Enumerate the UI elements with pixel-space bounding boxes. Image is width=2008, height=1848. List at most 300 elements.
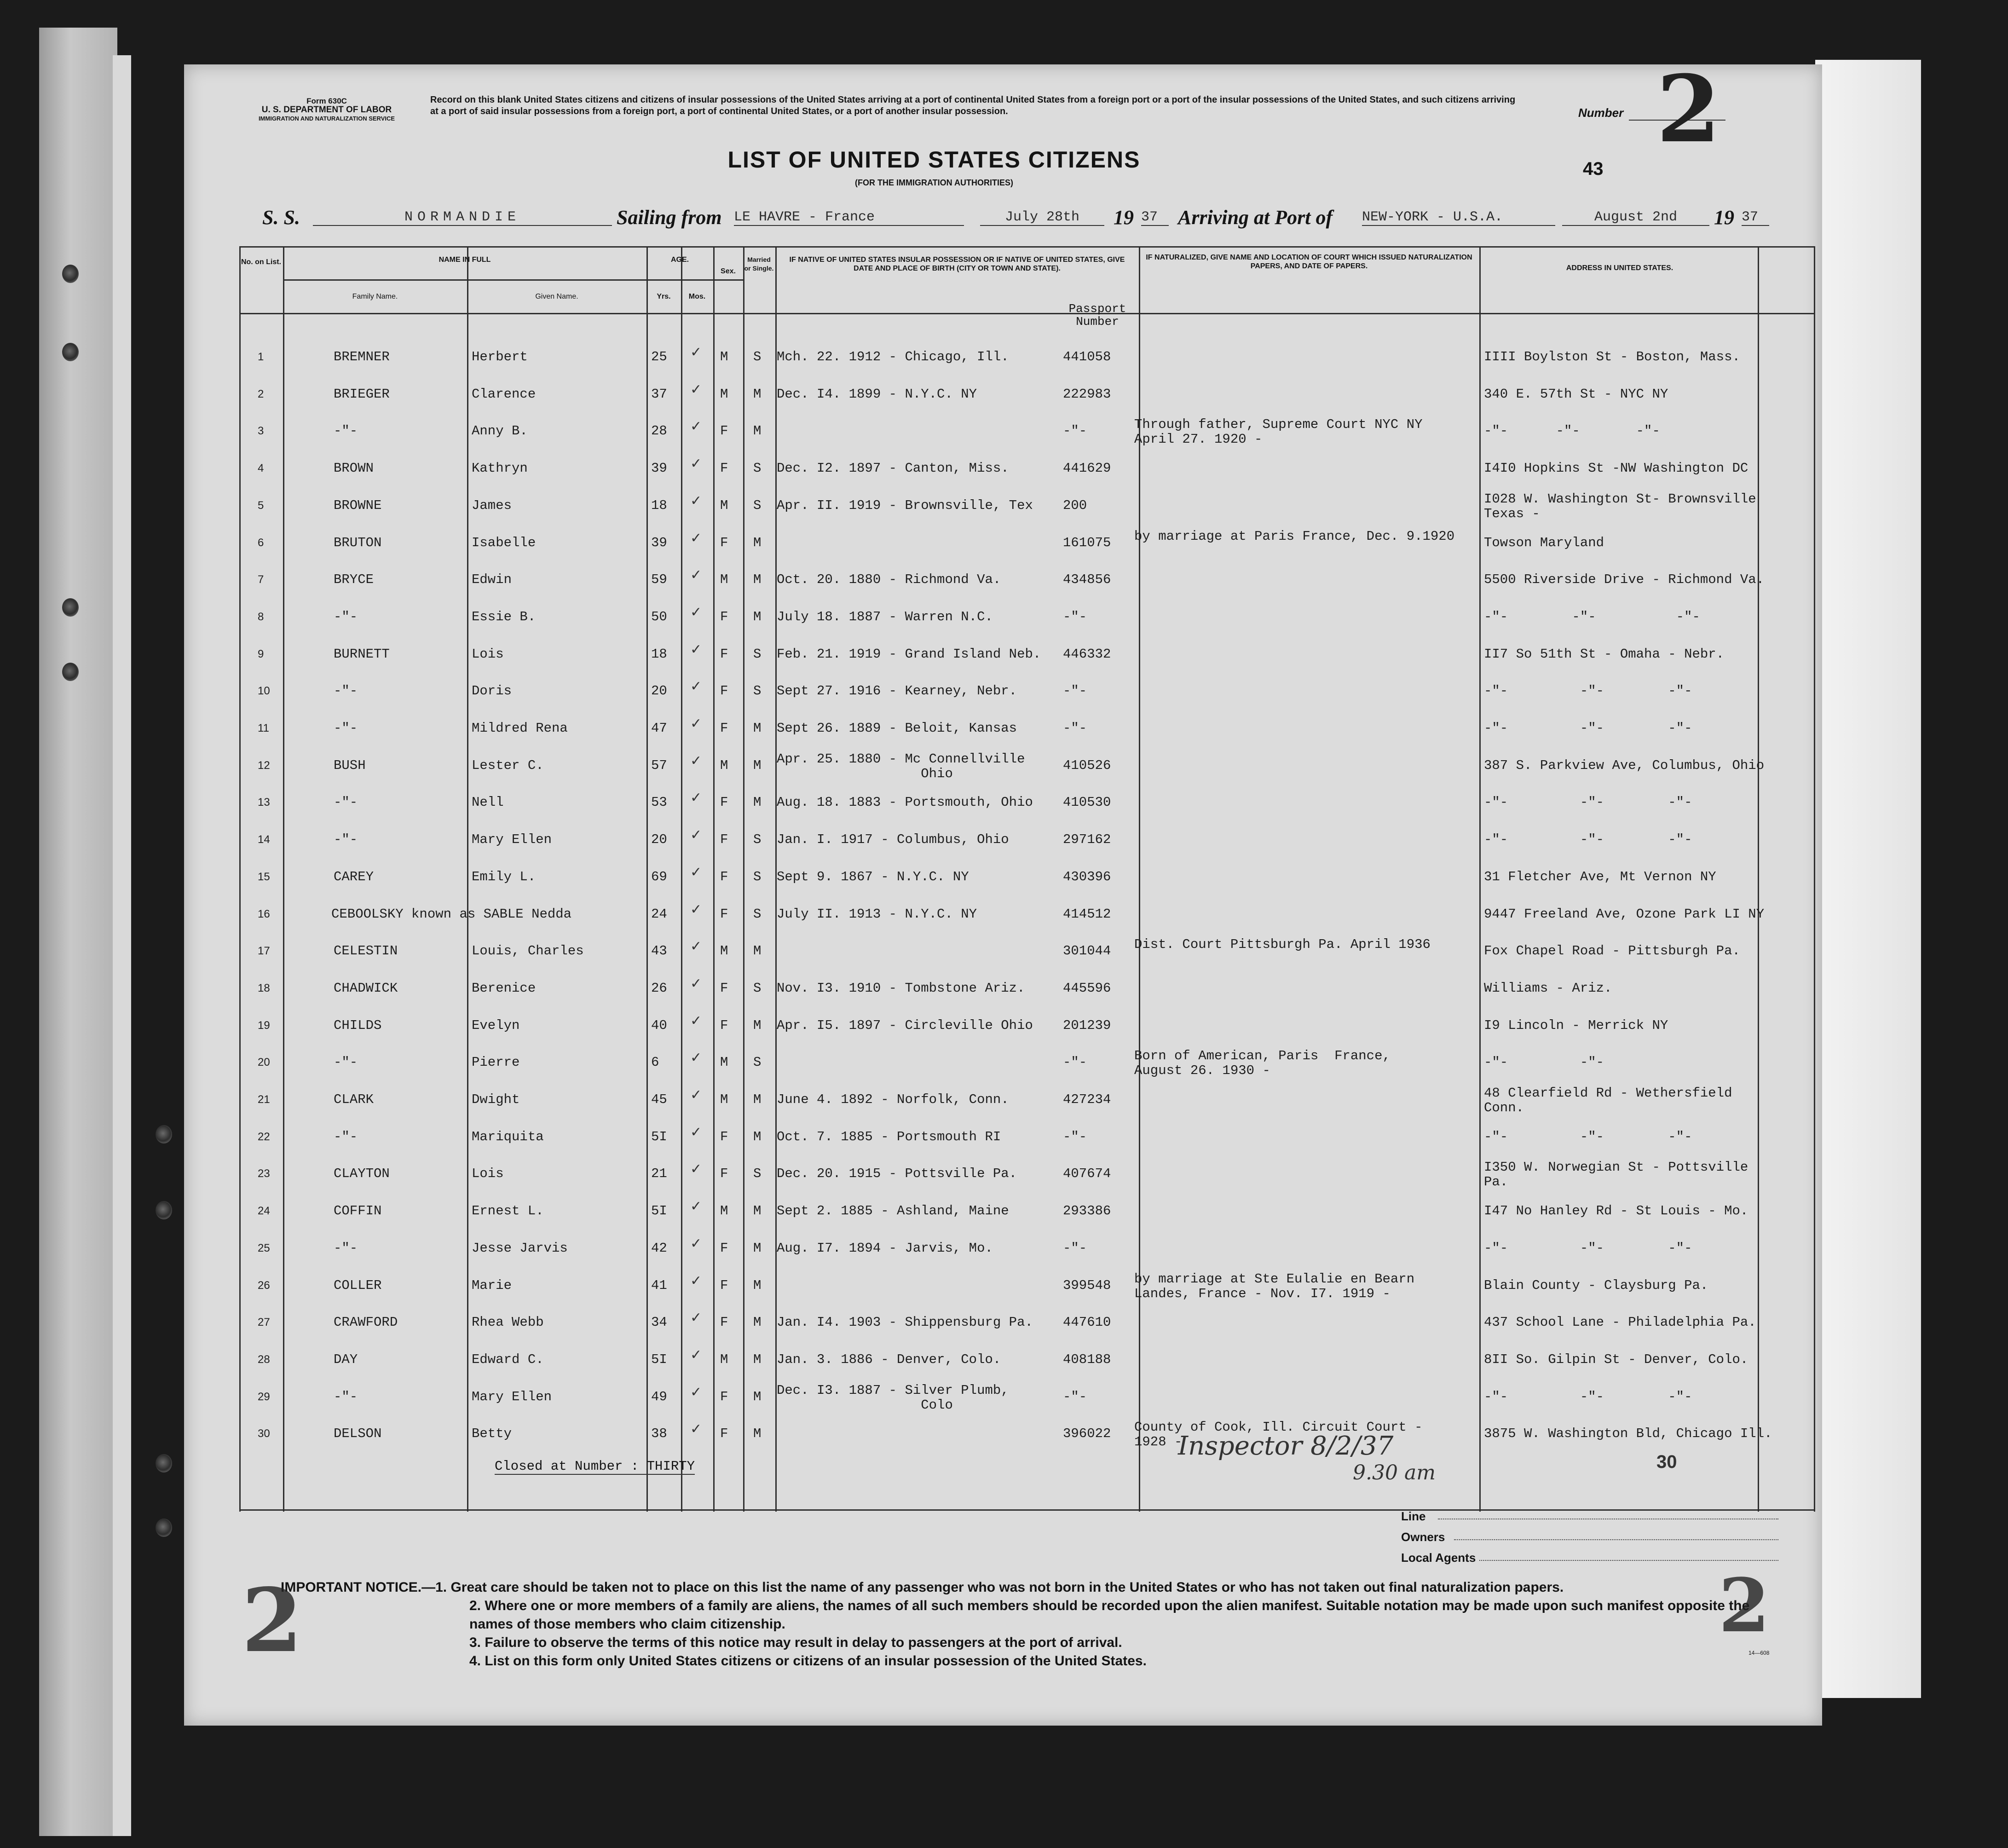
punch-hole [62,343,79,361]
given-name: Mildred Rena [472,721,568,736]
table-rule [283,279,743,281]
family-name: DAY [334,1351,358,1367]
checkmark-icon: ✓ [690,1310,702,1326]
form-identity [239,97,414,123]
us-address: -"- -"- -"- [1484,609,1700,624]
given-name: Isabelle [472,535,536,550]
birth-info: July II. 1913 - N.Y.C. NY [777,906,977,922]
birth-info: Sept 26. 1889 - Beloit, Kansas [777,721,1017,736]
ss-label: S. S. [262,206,300,229]
family-name: CLARK [334,1092,374,1107]
form-instructions: Record on this blank United States citizens and citizens of insular possessions of the United States arriving at a port of continental United States from a foreign port or a port of the insular possessions of the United States, and such citizens arriving at a port of said insular possessions from a foreign port, a port of continental United States, or a port of another insular possession. [430,95,1516,116]
family-name: CRAWFORD [334,1315,398,1330]
row-number: 28 [258,1353,270,1366]
checkmark-icon: ✓ [690,1013,702,1028]
checkmark-icon: ✓ [690,419,702,434]
marital-status: S [753,349,762,364]
given-name: Kathryn [472,461,528,476]
passport-number: 410526 [1063,757,1111,773]
family-name: -"- [334,1389,358,1404]
marital-status: M [753,1315,762,1330]
checkmark-icon: ✓ [690,1384,702,1400]
passport-number: 201239 [1063,1017,1111,1033]
family-name: BRYCE [334,572,374,588]
family-name: -"- [334,1240,358,1256]
family-name: DELSON [334,1426,382,1442]
sex: M [720,386,728,402]
given-name: Clarence [472,386,536,402]
passport-number: 396022 [1063,1426,1111,1442]
passport-number: 414512 [1063,906,1111,922]
us-address: 8II So. Gilpin St - Denver, Colo. [1484,1351,1748,1367]
number-label: Number [1578,106,1624,120]
us-address: IIII Boylston St - Boston, Mass. [1484,349,1740,364]
marital-status: M [753,572,762,588]
passport-number: 447610 [1063,1315,1111,1330]
passport-number: 222983 [1063,386,1111,402]
col-header-naturalized: IF NATURALIZED, GIVE NAME AND LOCATION OF COURT WHICH ISSUED NATURALIZATION PAPERS, AND DATE OF PAPERS. [1146,254,1472,270]
checkmark-icon: ✓ [690,567,702,583]
us-address: -"- -"- -"- [1484,1240,1692,1256]
marital-status: M [753,423,762,439]
age-years: 37 [651,386,667,402]
marital-status: M [753,1277,762,1293]
table-rule [1814,246,1815,1512]
age-years: 28 [651,423,667,439]
us-address: Fox Chapel Road - Pittsburgh Pa. [1484,943,1740,959]
us-address: II7 So 51th St - Omaha - Nebr. [1484,646,1725,662]
checkmark-icon: ✓ [690,1124,702,1140]
row-number: 30 [258,1427,270,1440]
given-name: Mary Ellen [472,1389,552,1404]
birth-info: July 18. 1887 - Warren N.C. [777,609,993,624]
sex: F [720,721,728,736]
row-number: 26 [258,1279,270,1292]
passport-number: 293386 [1063,1203,1111,1219]
checkmark-icon: ✓ [690,456,702,472]
given-name: Berenice [472,980,536,996]
given-name: Anny B. [472,423,528,439]
row-number: 9 [258,647,264,660]
row-number: 21 [258,1093,270,1106]
form-number: Form 630C [306,97,347,105]
given-name: Edwin [472,572,512,588]
age-years: 45 [651,1092,667,1107]
naturalization-info: Born of American, Paris France, August 26. 1930 - [1134,1048,1391,1079]
passport-number: 441629 [1063,461,1111,476]
row-number: 16 [258,907,270,920]
passport-number: 301044 [1063,943,1111,959]
table-rule [239,313,1815,314]
year-prefix-2: 19 [1714,206,1734,229]
passport-number: 408188 [1063,1351,1111,1367]
birth-info: Apr. 25. 1880 - Mc Connellville Ohio [777,751,1025,781]
birth-info: Feb. 21. 1919 - Grand Island Neb. [777,646,1041,662]
departure-year: 37 [1141,209,1169,226]
checkmark-icon: ✓ [690,1273,702,1288]
passport-number: 161075 [1063,535,1111,550]
age-years: 57 [651,757,667,773]
notice-1-text: —1. Great care should be taken not to place on this list the name of any passenger who was not born in the United States or who has not taken out final naturalization papers. [421,1580,1564,1595]
passport-number: 434856 [1063,572,1111,588]
sex: M [720,572,728,588]
given-name: James [472,497,512,513]
given-name: Edward C. [472,1351,544,1367]
sex: M [720,1203,728,1219]
checkmark-icon: ✓ [690,1050,702,1066]
table-rule [1758,246,1759,1512]
sex: F [720,423,728,439]
age-years: 20 [651,683,667,699]
punch-hole [156,1125,172,1143]
given-name: Ernest L. [472,1203,544,1219]
passport-number: -"- [1063,1389,1087,1404]
arrival-date: August 2nd [1562,209,1709,226]
family-name: BROWN [334,461,374,476]
table-rule [713,246,715,1512]
passport-number: -"- [1063,1055,1087,1070]
family-name: CHADWICK [334,980,398,996]
row-number: 15 [258,870,270,883]
us-address: 5500 Riverside Drive - Richmond Va. [1484,572,1765,588]
us-address: 9447 Freeland Ave, Ozone Park LI NY [1484,906,1765,922]
right-paper-strip [1815,60,1921,1698]
table-rule [239,1509,1815,1511]
birth-info: Sept 2. 1885 - Ashland, Maine [777,1203,1009,1219]
marital-status: M [753,795,762,810]
ship-name: NORMANDIE [313,209,612,226]
sex: F [720,461,728,476]
naturalization-info: by marriage at Paris France, Dec. 9.1920 [1134,528,1455,544]
sex: M [720,349,728,364]
checkmark-icon: ✓ [690,1199,702,1214]
given-name: Nell [472,795,504,810]
passport-number: -"- [1063,423,1087,439]
line-label: Line [1401,1509,1426,1523]
family-name: CEBOOLSKY known as SABLE Nedda [331,906,572,922]
row-number: 22 [258,1130,270,1143]
col-header-birth: IF NATIVE OF UNITED STATES INSULAR POSSESSION OR IF NATIVE OF UNITED STATES, GIVE DATE AND PLACE OF BIRTH (CITY OR TOWN AND STATE). [789,256,1125,272]
marital-status: M [753,1092,762,1107]
col-header-address-label: ADDRESS IN UNITED STATES. [1566,264,1673,272]
us-address: I47 No Hanley Rd - St Louis - Mo. [1484,1203,1748,1219]
checkmark-icon: ✓ [690,716,702,731]
age-years: 47 [651,721,667,736]
birth-info: Apr. I5. 1897 - Circleville Ohio [777,1017,1033,1033]
checkmark-icon: ✓ [690,1087,702,1103]
passport-number: 399548 [1063,1277,1111,1293]
marital-status: S [753,497,762,513]
family-name: -"- [334,683,358,699]
checkmark-icon: ✓ [690,679,702,694]
passport-number: -"- [1063,721,1087,736]
given-name: Dwight [472,1092,520,1107]
row-number: 23 [258,1167,270,1180]
inspector-signature: Inspector 8/2/37 [1178,1431,1394,1461]
age-years: 18 [651,497,667,513]
print-code: 14—608 [1748,1650,1770,1656]
family-name: -"- [334,1055,358,1070]
given-name: Betty [472,1426,512,1442]
age-years: 50 [651,609,667,624]
marital-status: M [753,1351,762,1367]
family-name: BRIEGER [334,386,390,402]
checkmark-icon: ✓ [690,345,702,360]
birth-info: Aug. 18. 1883 - Portsmouth, Ohio [777,795,1033,810]
marital-status: M [753,1426,762,1442]
punch-hole [156,1201,172,1219]
birth-info: Dec. 20. 1915 - Pottsville Pa. [777,1166,1017,1182]
birth-info: Dec. I4. 1899 - N.Y.C. NY [777,386,977,402]
age-years: 5I [651,1129,667,1144]
marital-status: M [753,609,762,624]
marital-status: M [753,1129,762,1144]
birth-info: Dec. I2. 1897 - Canton, Miss. [777,461,1009,476]
given-name: Mariquita [472,1129,544,1144]
sex: F [720,535,728,550]
checkmark-icon: ✓ [690,901,702,917]
checkmark-icon: ✓ [690,1347,702,1363]
sex: M [720,1055,728,1070]
us-address: 437 School Lane - Philadelphia Pa. [1484,1315,1756,1330]
checkmark-icon: ✓ [690,939,702,954]
passport-number: 410530 [1063,795,1111,810]
punch-hole [156,1454,172,1473]
sex: F [720,980,728,996]
table-rule [681,246,682,1512]
us-address: -"- -"- [1484,1055,1604,1070]
sex: F [720,1389,728,1404]
family-name: CHILDS [334,1017,382,1033]
owners-field [1454,1539,1778,1540]
marital-status: M [753,1240,762,1256]
corner-number-left: 2 [242,1569,303,1672]
marital-status: M [753,1389,762,1404]
us-address: -"- -"- -"- [1484,795,1692,810]
col-header-passport: Passport Number [1068,302,1126,329]
sex: F [720,1240,728,1256]
age-years: 5I [651,1351,667,1367]
passport-number: -"- [1063,1129,1087,1144]
inspector-time: 9.30 am [1353,1461,1436,1484]
sex: M [720,1092,728,1107]
us-address: I028 W. Washington St- Brownsville Texas - [1484,491,1756,521]
us-address: -"- -"- -"- [1484,832,1692,848]
sex: M [720,1351,728,1367]
row-number: 24 [258,1205,270,1218]
age-years: 39 [651,461,667,476]
family-name: -"- [334,721,358,736]
col-header-family: Family Name. [352,293,398,300]
agents-field [1479,1560,1778,1561]
row-number: 5 [258,499,264,512]
checkmark-icon: ✓ [690,493,702,508]
birth-info: Jan. 3. 1886 - Denver, Colo. [777,1351,1001,1367]
col-header-months: Mos. [688,293,706,300]
table-rule [467,246,468,1512]
birth-info: Jan. I. 1917 - Columbus, Ohio [777,832,1009,848]
checkmark-icon: ✓ [690,790,702,806]
birth-info: Mch. 22. 1912 - Chicago, Ill. [777,349,1009,364]
age-years: 59 [651,572,667,588]
birth-info: June 4. 1892 - Norfolk, Conn. [777,1092,1009,1107]
checkmark-icon: ✓ [690,530,702,546]
given-name: Lois [472,1166,504,1182]
marital-status: M [753,721,762,736]
passport-number: 427234 [1063,1092,1111,1107]
age-years: 6 [651,1055,659,1070]
birth-info: Sept 9. 1867 - N.Y.C. NY [777,869,969,884]
us-address: Williams - Ariz. [1484,980,1612,996]
family-name: -"- [334,795,358,810]
birth-info: Dec. I3. 1887 - Silver Plumb, Colo [777,1382,1009,1413]
given-name: Doris [472,683,512,699]
given-name: Pierre [472,1055,520,1070]
table-rule [743,246,744,1512]
age-years: 40 [651,1017,667,1033]
marital-status: S [753,683,762,699]
table-rule [239,246,241,1512]
col-header-sex: Sex. [721,267,736,275]
family-name: BREMNER [334,349,390,364]
given-name: Herbert [472,349,528,364]
us-address: 3875 W. Washington Bld, Chicago Ill. [1484,1426,1772,1442]
important-notice [281,1578,1785,1670]
sex: F [720,1426,728,1442]
row-number: 17 [258,945,270,958]
marital-status: M [753,1203,762,1219]
given-name: Rhea Webb [472,1315,544,1330]
age-years: 18 [651,646,667,662]
family-name: COFFIN [334,1203,382,1219]
punch-hole [156,1519,172,1537]
age-years: 69 [651,869,667,884]
us-address: Towson Maryland [1484,535,1604,550]
birth-info: Jan. I4. 1903 - Shippensburg Pa. [777,1315,1033,1330]
row-number: 14 [258,833,270,846]
row-number: 10 [258,685,270,698]
notice-2-text: 2. Where one or more members of a family are aliens, the names of all such members should be recorded upon the alien manifest. Suitable notation may be made upon such manifest opposite the names of those members who claim citizenship. [469,1598,1750,1632]
us-address: 31 Fletcher Ave, Mt Vernon NY [1484,869,1716,884]
sex: F [720,1277,728,1293]
given-name: Evelyn [472,1017,520,1033]
marital-status: M [753,943,762,959]
marital-status: M [753,757,762,773]
sex: F [720,1017,728,1033]
sex: F [720,683,728,699]
age-years: 24 [651,906,667,922]
marital-status: M [753,1017,762,1033]
marital-status: S [753,646,762,662]
list-number: 2 [1656,55,1721,163]
binder-backing [39,28,117,1836]
owners-label: Owners [1401,1530,1445,1544]
marital-status: S [753,980,762,996]
row-number: 8 [258,610,264,623]
notice-3-text: 3. Failure to observe the terms of this notice may result in delay to passengers at the port of arrival. [469,1635,1122,1650]
col-header-given: Given Name. [535,293,578,300]
sailing-label: Sailing from [617,206,722,229]
age-years: 34 [651,1315,667,1330]
row-number: 1 [258,351,264,363]
birth-info: Oct. 7. 1885 - Portsmouth RI [777,1129,1001,1144]
passport-number: 446332 [1063,646,1111,662]
row-number: 6 [258,536,264,549]
us-address: 387 S. Parkview Ave, Columbus, Ohio [1484,757,1765,773]
birth-info: Nov. I3. 1910 - Tombstone Ariz. [777,980,1025,996]
row-number: 20 [258,1056,270,1069]
row-number: 29 [258,1390,270,1403]
us-address: Blain County - Claysburg Pa. [1484,1277,1708,1293]
checkmark-icon: ✓ [690,1421,702,1437]
marital-status: M [753,386,762,402]
age-years: 26 [651,980,667,996]
checkmark-icon: ✓ [690,1161,702,1177]
arrival-year: 37 [1742,209,1769,226]
departure-date: July 28th [980,209,1104,226]
birth-info: Sept 27. 1916 - Kearney, Nebr. [777,683,1017,699]
family-name: BRUTON [334,535,382,550]
table-rule [239,246,1815,248]
closed-at-number: Closed at Number : THIRTY [495,1459,695,1474]
table-rule [646,246,648,1512]
notice-item-1 [281,1578,1785,1597]
page-subtitle: (FOR THE IMMIGRATION AUTHORITIES) [855,178,1013,187]
age-years: 53 [651,795,667,810]
given-name: Marie [472,1277,512,1293]
age-years: 21 [651,1166,667,1182]
notice-4-text: 4. List on this form only United States citizens or citizens of an insular possession of the United States. [469,1653,1147,1669]
marital-status: S [753,461,762,476]
checkmark-icon: ✓ [690,976,702,991]
given-name: Lester C. [472,757,544,773]
marital-status: S [753,869,762,884]
marital-status: M [753,535,762,550]
us-address: 48 Clearfield Rd - Wethersfield Conn. [1484,1086,1732,1115]
col-header-age: AGE. [670,256,689,264]
departure-port: LE HAVRE - France [734,209,964,226]
marital-status: S [753,832,762,848]
notice-title: IMPORTANT NOTICE. [281,1580,422,1595]
us-address: -"- -"- -"- [1484,423,1660,439]
passport-number: 407674 [1063,1166,1111,1182]
age-years: 42 [651,1240,667,1256]
age-years: 25 [651,349,667,364]
page-title: LIST OF UNITED STATES CITIZENS [727,147,1141,173]
punch-hole [62,598,79,617]
family-name: -"- [334,609,358,624]
year-prefix: 19 [1114,206,1134,229]
naturalization-info: by marriage at Ste Eulalie en Bearn Landes, France - Nov. I7. 1919 - [1134,1271,1415,1301]
passport-number: -"- [1063,609,1087,624]
checkmark-icon: ✓ [690,753,702,768]
row-number: 11 [258,722,269,734]
sex: F [720,1129,728,1144]
sex: F [720,1166,728,1182]
age-years: 5I [651,1203,667,1219]
marital-status: S [753,1055,762,1070]
row-number: 18 [258,982,270,994]
age-years: 43 [651,943,667,959]
row-number: 4 [258,462,264,475]
naturalization-info: Dist. Court Pittsburgh Pa. April 1936 [1134,937,1431,953]
family-name: BROWNE [334,497,382,513]
birth-info: Apr. II. 1919 - Brownsville, Tex [777,497,1033,513]
arriving-label: Arriving at Port of [1178,206,1333,229]
binder-edge [113,55,131,1836]
family-name: -"- [334,423,358,439]
passenger-total: 30 [1656,1452,1677,1472]
